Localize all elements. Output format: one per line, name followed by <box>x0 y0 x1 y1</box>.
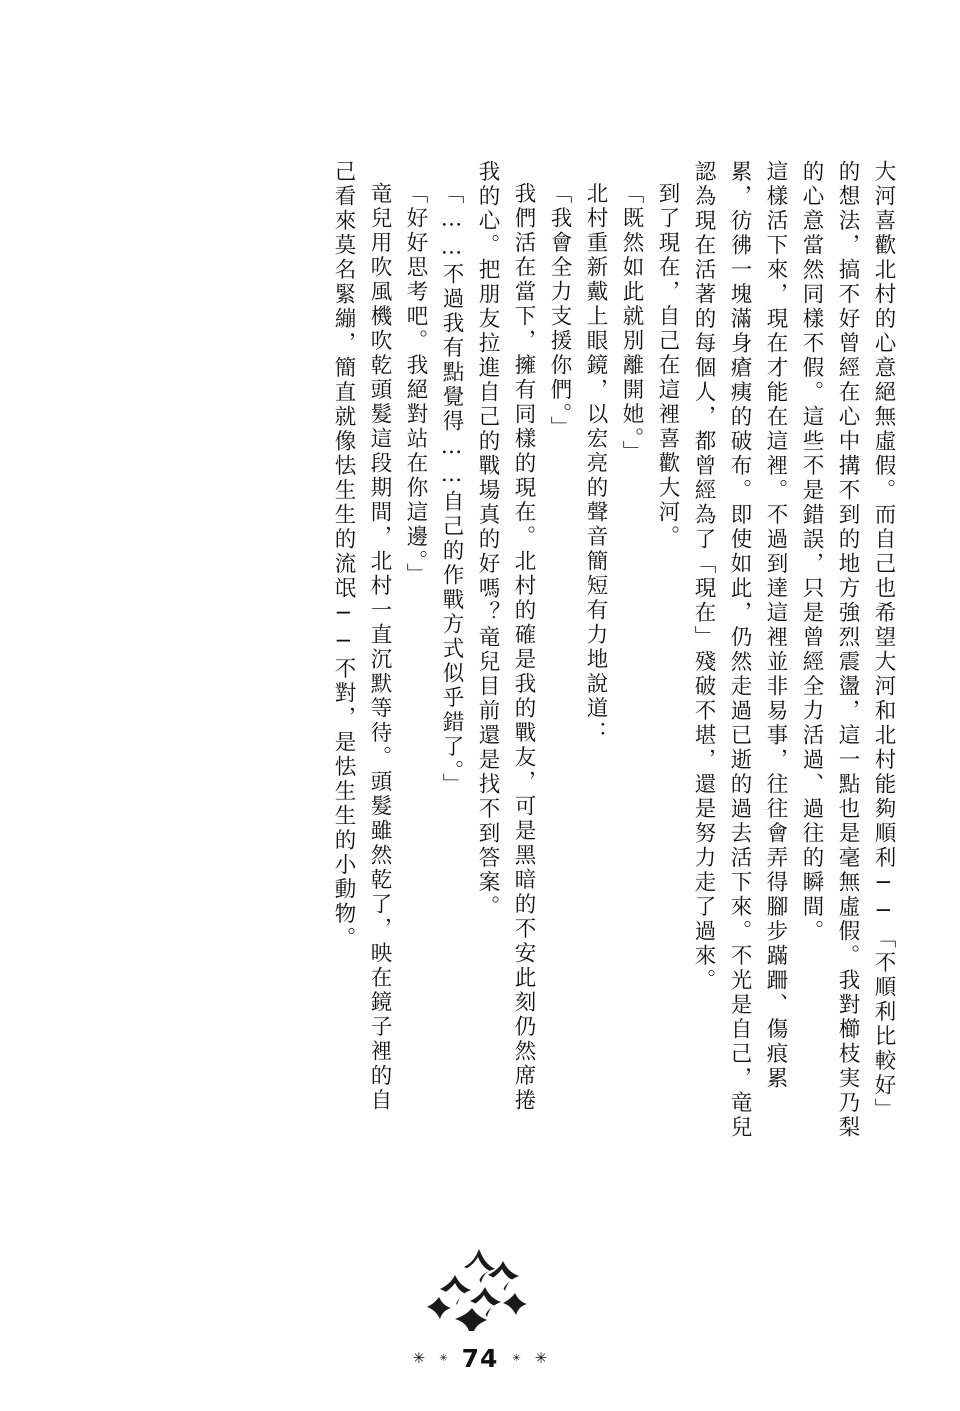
text-line: 「我會全力支援你們。」 <box>547 182 572 441</box>
text-line: 我們活在當下，擁有同樣的現在。北村的確是我的戰友，可是黑暗的不安此刻仍然席捲 <box>511 182 536 1113</box>
star-ornament-right: ✳ <box>534 1349 548 1367</box>
text-line: 認為現在活著的每個人，都曾經為了「現在」殘破不堪，還是努力走了過來。 <box>691 160 716 993</box>
page-number: 74 <box>461 1344 499 1373</box>
page-text-body <box>84 160 894 1240</box>
text-line: 「好好思考吧。我絕對站在你這邊。」 <box>403 182 428 588</box>
text-line: 我的心。把朋友拉進自己的戰場真的好嗎？竜兒目前還是找不到答案。 <box>475 160 500 920</box>
text-line: 「……不過我有點覺得……自己的作戰方式似乎錯了。」 <box>439 182 464 798</box>
page-ornament <box>0 1243 960 1393</box>
text-line: 「既然如此就別離開她。」 <box>619 182 644 466</box>
star-ornament-left-small: ✳ <box>439 1352 448 1364</box>
text-line: 己看來莫名緊繃，簡直就像怯生生的流氓──不對，是怯生生的小動物。 <box>331 160 356 951</box>
text-line: 北村重新戴上眼鏡，以宏亮的聲音簡短有力地說道： <box>583 182 608 746</box>
text-line: 累，彷彿一塊滿身瘡痍的破布。即使如此，仍然走過已逝的過去活下來。不光是自己，竜兒 <box>727 160 752 1140</box>
text-line: 大河喜歡北村的心意絕無虛假。而自己也希望大河和北村能夠順利──「不順利比較好」 <box>871 160 896 1123</box>
star-ornament-left: ✳ <box>412 1349 426 1367</box>
leaf-ornament-icon <box>425 1245 535 1331</box>
text-line: 到了現在，自己在這裡喜歡大河。 <box>655 182 680 550</box>
text-line: 的想法，搞不好曾經在心中搆不到的地方強烈震盪，這一點也是毫無虛假。我對櫛枝実乃梨 <box>835 160 860 1140</box>
text-line: 這樣活下來，現在才能在這裡。不過到達這裡並非易事，往往會弄得腳步蹣跚、傷痕累 <box>763 160 788 1091</box>
star-ornament-right-small: ✳ <box>512 1352 521 1364</box>
page-footer <box>0 1344 960 1373</box>
text-line: 的心意當然同樣不假。這些不是錯誤，只是曾經全力活過、過往的瞬間。 <box>799 160 824 944</box>
text-line: 竜兒用吹風機吹乾頭髮這段期間，北村一直沉默等待。頭髮雖然乾了，映在鏡子裡的自 <box>367 182 392 1113</box>
